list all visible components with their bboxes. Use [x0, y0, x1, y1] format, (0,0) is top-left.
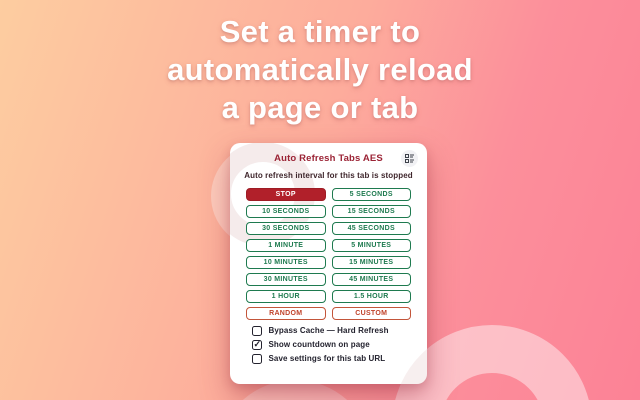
- save-settings-label: Save settings for this tab URL: [268, 354, 386, 364]
- interval-button-10-minutes[interactable]: 10 MINUTES: [246, 256, 326, 269]
- bypass-cache-label: Bypass Cache — Hard Refresh: [268, 326, 389, 336]
- extension-popup: [230, 143, 427, 384]
- settings-checkbox-list: [252, 326, 417, 368]
- stop-button[interactable]: STOP: [246, 188, 326, 201]
- interval-button-15-seconds[interactable]: 15 SECONDS: [332, 205, 412, 218]
- save-settings-checkbox[interactable]: [252, 354, 262, 364]
- show-countdown-checkbox[interactable]: [252, 340, 262, 350]
- interval-button-5-seconds[interactable]: 5 SECONDS: [332, 188, 412, 201]
- random-button[interactable]: RANDOM: [246, 307, 326, 320]
- bypass-cache-checkbox[interactable]: [252, 326, 262, 336]
- headline-line-3: a page or tab: [221, 90, 419, 125]
- interval-button-30-minutes[interactable]: 30 MINUTES: [246, 273, 326, 286]
- interval-button-15-minutes[interactable]: 15 MINUTES: [332, 256, 412, 269]
- interval-button-5-minutes[interactable]: 5 MINUTES: [332, 239, 412, 252]
- options-button[interactable]: [401, 150, 418, 167]
- custom-button[interactable]: CUSTOM: [332, 307, 412, 320]
- interval-button-grid: [246, 188, 411, 320]
- headline-line-2: automatically reload: [167, 52, 473, 87]
- interval-button-1-hour[interactable]: 1 HOUR: [246, 290, 326, 303]
- popup-title: Auto Refresh Tabs AES: [274, 153, 383, 164]
- show-countdown-label: Show countdown on page: [268, 340, 370, 350]
- headline: [0, 13, 640, 127]
- list-settings-icon: [405, 154, 414, 163]
- bypass-cache-row[interactable]: [252, 326, 417, 336]
- headline-line-1: Set a timer to: [219, 14, 421, 49]
- interval-button-1-5-hour[interactable]: 1.5 HOUR: [332, 290, 412, 303]
- save-settings-row[interactable]: [252, 354, 417, 364]
- interval-button-1-minute[interactable]: 1 MINUTE: [246, 239, 326, 252]
- show-countdown-row[interactable]: [252, 340, 417, 350]
- interval-button-45-seconds[interactable]: 45 SECONDS: [332, 222, 412, 235]
- interval-button-30-seconds[interactable]: 30 SECONDS: [246, 222, 326, 235]
- interval-button-45-minutes[interactable]: 45 MINUTES: [332, 273, 412, 286]
- refresh-status-text: Auto refresh interval for this tab is stopped: [244, 171, 413, 180]
- interval-button-10-seconds[interactable]: 10 SECONDS: [246, 205, 326, 218]
